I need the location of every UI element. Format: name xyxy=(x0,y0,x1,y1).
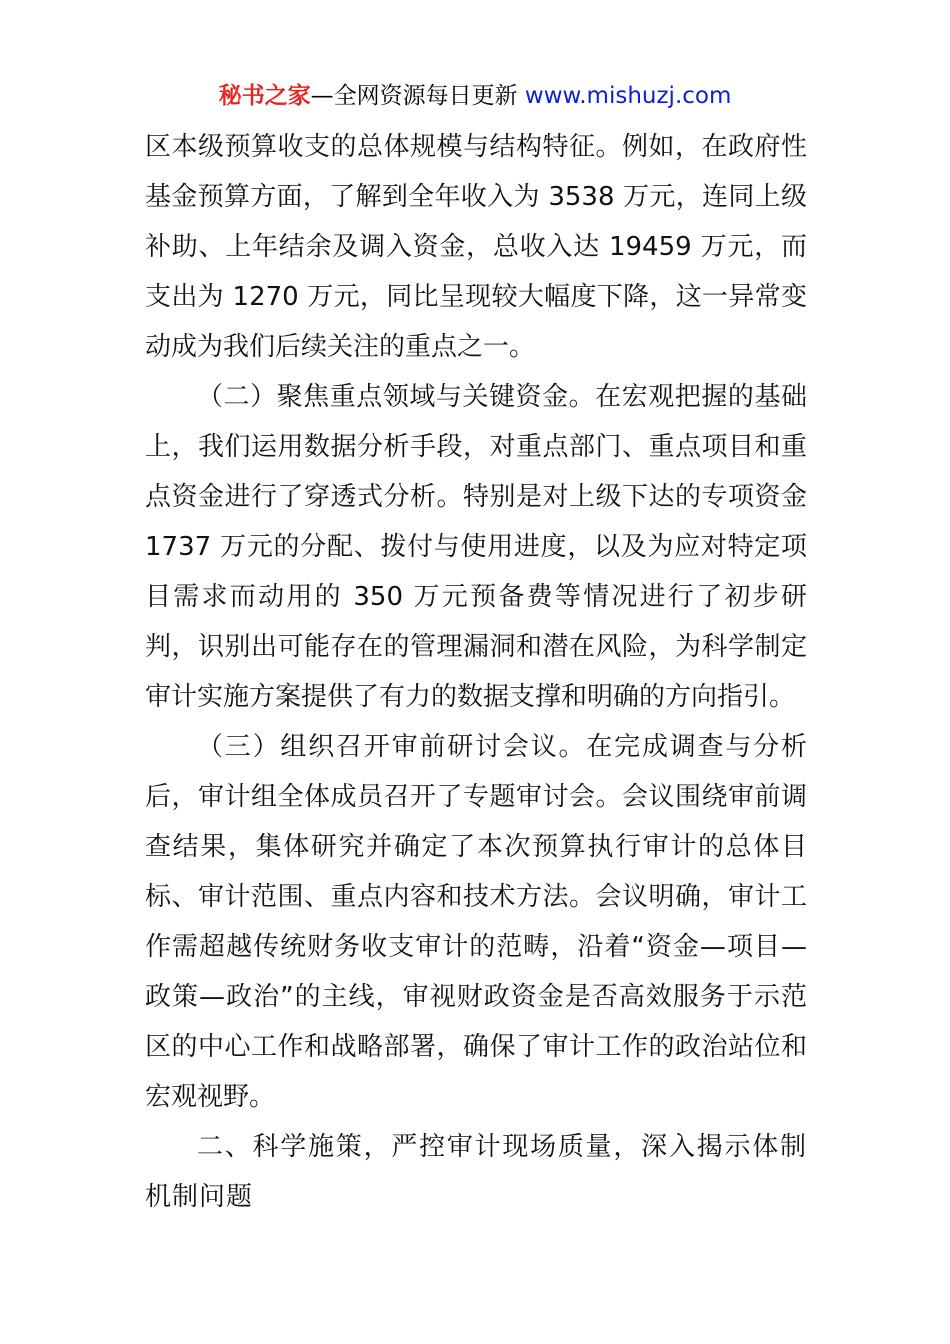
paragraph-section-2: （二）聚焦重点领域与关键资金。在宏观把握的基础上，我们运用数据分析手段，对重点部门、重点项目和重点资金进行了穿透式分析。特别是对上级下达的专项资金 1737 万元的分配、拨付与使用进度，以及为应对特定项目需求而动用的 350 万元预备费等情况进行了初步研判，识别出可能存在的管理漏洞和潜在风险，为科学制定审计实施方案提供了有力的数据支撑和明确的方向指引。 xyxy=(145,382,807,712)
paragraph-continuation: 区本级预算收支的总体规模与结构特征。例如，在政府性基金预算方面，了解到全年收入为 3538 万元，连同上级补助、上年结余及调入资金，总收入达 19459 万元，而支出为 1270 万元，同比呈现较大幅度下降，这一异常变动成为我们后续关注的重点之一。 xyxy=(145,132,807,362)
header-tagline: —全网资源每日更新 xyxy=(310,83,518,109)
section-heading: 二、科学施策，严控审计现场质量，深入揭示体制机制问题 xyxy=(145,1132,807,1212)
site-url-link[interactable]: www.mishuzj.com xyxy=(524,83,732,109)
document-body xyxy=(145,122,807,1222)
brand-name: 秘书之家 xyxy=(218,83,311,109)
paragraph-section-3: （三）组织召开审前研讨会议。在完成调查与分析后，审计组全体成员召开了专题审讨会。会议围绕审前调查结果，集体研究并确定了本次预算执行审计的总体目标、审计范围、重点内容和技术方法。会议明确，审计工作需超越传统财务收支审计的范畴，沿着“资金—项目—政策—政治”的主线，审视财政资金是否高效服务于示范区的中心工作和战略部署，确保了审计工作的政治站位和宏观视野。 xyxy=(145,732,807,1112)
page-header xyxy=(0,80,950,112)
